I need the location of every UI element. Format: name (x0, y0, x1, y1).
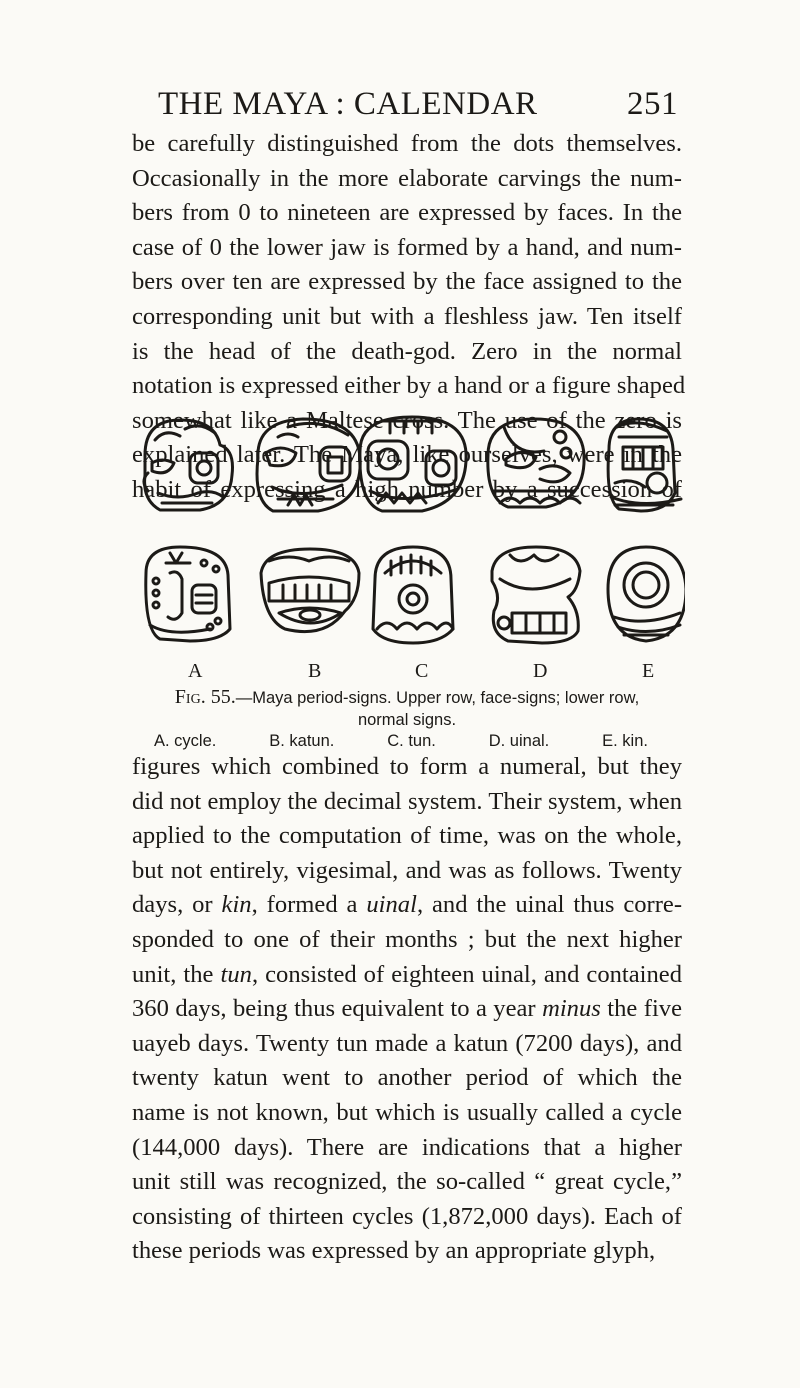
figure-label: Fig. 55. (174, 686, 236, 708)
text-line: (144,000 days). There are indications that a higher (132, 1133, 682, 1161)
text-line (132, 958, 682, 993)
column-letter-c: C (415, 660, 429, 682)
text-line: name is not known, but which is usually called a cycle (132, 1098, 682, 1126)
glyph-tun-face (360, 417, 466, 511)
text-line: unit still was recognized, the so-called “ great cycle,” (132, 1168, 682, 1196)
glyph-cycle-face (144, 420, 233, 510)
text-line: case of 0 the lower jaw is formed by a hand, and num- (132, 233, 682, 261)
glyph-uinal-normal (492, 547, 580, 643)
text-line: habit of expressing a high number by a succession of (132, 475, 682, 503)
text-line: figures which combined to form a numeral, but they (132, 753, 682, 780)
glyph-katun-face (257, 419, 360, 511)
caption-text-continued: normal signs. (357, 711, 457, 729)
column-letter-b: B (308, 660, 322, 682)
text-line: is the head of the death-god. Zero in the normal (132, 337, 682, 365)
text-line: corresponding unit but with a fleshless jaw. Ten itself (132, 302, 682, 330)
text-run: , consisted of eighteen uinal, and contained (251, 960, 682, 988)
text-line: twenty katun went to another period of which the (132, 1064, 682, 1092)
text-run: days, or (132, 891, 222, 919)
text-line (132, 992, 682, 1027)
text-line (132, 888, 682, 923)
text-run: unit, the (132, 960, 221, 988)
figure-caption (132, 686, 682, 731)
text-line: did not employ the decimal system. Their system, when (132, 787, 682, 815)
term-tun: tun (220, 960, 252, 988)
glyph-katun-normal (261, 549, 359, 632)
figure-glyphs (130, 403, 685, 665)
glyph-uinal-face (488, 419, 584, 507)
glyph-tun-normal (373, 547, 453, 643)
text-line: sponded to one of their months ; but the next higher (132, 925, 682, 953)
column-letter-a: A (188, 660, 203, 682)
glyph-cycle-normal (146, 547, 230, 641)
text-run: , and the uinal thus corre- (416, 891, 683, 919)
term-minus: minus (542, 995, 601, 1023)
term-kin: kin (221, 891, 252, 919)
text-line: consisting of thirteen cycles (1,872,000 days). Each of (132, 1202, 682, 1230)
text-line: explained later. The Maya, like ourselves, were in the (132, 441, 682, 469)
legend-item: C. tun. (387, 732, 436, 750)
running-head (158, 86, 678, 126)
legend-item: D. uinal. (488, 732, 550, 750)
figure-legend (132, 730, 682, 752)
text-line: uayeb days. Twenty tun made a katun (7200 days), and (132, 1029, 682, 1057)
column-letter-d: D (533, 660, 548, 682)
text-line: these periods was expressed by an appropriate glyph, (132, 1237, 656, 1265)
text-line: somewhat like a Maltese cross. The use of the zero is (132, 406, 682, 434)
text-line: bers from 0 to nineteen are expressed by faces. In the (132, 199, 682, 227)
text-line: applied to the computation of time, was on the whole, (132, 822, 682, 850)
text-line: notation is expressed either by a hand or a figure shaped (132, 372, 686, 400)
term-uinal: uinal (366, 891, 417, 919)
glyph-kin-normal (608, 547, 685, 641)
caption-text: —Maya period-signs. Upper row, face-signs; lower row, (235, 689, 640, 707)
paragraph-bottom (132, 750, 682, 1269)
glyph-kin-face (608, 419, 681, 511)
column-letter-e: E (642, 660, 655, 682)
text-line: but not entirely, vigesimal, and was as follows. Twenty (132, 856, 682, 884)
legend-item: B. katun. (269, 732, 335, 750)
legend-item: E. kin. (602, 732, 648, 750)
page-number: 251 (627, 86, 678, 122)
text-run: the five (600, 995, 682, 1023)
figure-column-letters (130, 660, 685, 686)
text-run: 360 days, being thus equivalent to a year (132, 995, 543, 1023)
text-line: be carefully distinguished from the dots themselves. (132, 130, 682, 157)
text-line: Occasionally in the more elaborate carvings the num- (132, 164, 682, 192)
maya-period-glyphs (130, 403, 685, 665)
legend-item: A. cycle. (154, 732, 217, 750)
text-run: , formed a (251, 891, 367, 919)
text-line: bers over ten are expressed by the face assigned to the (132, 268, 682, 296)
running-title: THE MAYA : CALENDAR (158, 86, 538, 122)
